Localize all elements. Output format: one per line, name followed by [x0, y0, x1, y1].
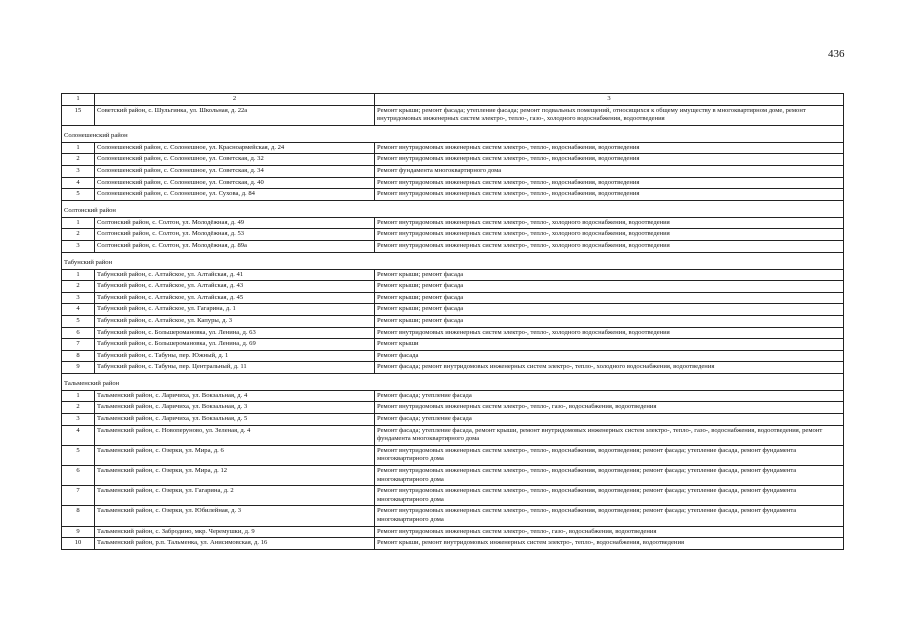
- row-address: Тальменский район, с. Ларичиха, ул. Вокзальная, д. 5: [95, 414, 375, 426]
- row-work: Ремонт внутридомовых инженерных систем электро-, тепло-, водоснабжения, водоотведения: [375, 177, 844, 189]
- row-work: Ремонт крыши: [375, 339, 844, 351]
- header-row: [62, 94, 844, 106]
- row-number: 8: [62, 350, 95, 362]
- row-work: Ремонт крыши; ремонт фасада: [375, 269, 844, 281]
- row-number: 1: [62, 269, 95, 281]
- row-address: Табунский район, с. Большеромановка, ул. Ленина, д. 63: [95, 327, 375, 339]
- table-row: [62, 402, 844, 414]
- row-work: Ремонт внутридомовых инженерных систем электро-, тепло-, холодного водоснабжения, водоотведения: [375, 229, 844, 241]
- row-number: 1: [62, 142, 95, 154]
- table-row: [62, 327, 844, 339]
- row-address: Солонешенский район, с. Солонешное, ул. Советская, д. 34: [95, 165, 375, 177]
- row-address: Тальменский район, с. Ларичиха, ул. Вокзальная, д. 3: [95, 402, 375, 414]
- row-number: 1: [62, 390, 95, 402]
- row-address: Табунский район, с. Алтайское, ул. Гагарина, д. 1: [95, 304, 375, 316]
- table-row: [62, 240, 844, 252]
- row-address: Табунский район, с. Большеромановка, ул. Ленина, д. 69: [95, 339, 375, 351]
- section-title: Тальменский район: [62, 373, 844, 390]
- row-work: Ремонт внутридомовых инженерных систем электро-, тепло-, водоснабжения, водоотведения: [375, 142, 844, 154]
- table-row: [62, 217, 844, 229]
- row-work: Ремонт крыши; ремонт фасада: [375, 304, 844, 316]
- row-number: 10: [62, 538, 95, 550]
- table-row: [62, 390, 844, 402]
- section-title: Солтонский район: [62, 200, 844, 217]
- row-number: 15: [62, 105, 95, 125]
- row-address: Табунский район, с. Табуны, пер. Южный, д. 1: [95, 350, 375, 362]
- header-col-2: 2: [95, 94, 375, 106]
- row-address: Солонешенский район, с. Солонешное, ул. Советская, д. 40: [95, 177, 375, 189]
- row-number: 2: [62, 154, 95, 166]
- table-row: [62, 165, 844, 177]
- row-work: Ремонт внутридомовых инженерных систем электро-, тепло-, водоснабжения, водоотведения; ремонт фасада; утепление фасада, ремонт фундамента многоквартирного дома: [375, 466, 844, 486]
- row-work: Ремонт фасада; утепление фасада: [375, 390, 844, 402]
- table-row: [62, 304, 844, 316]
- row-number: 3: [62, 292, 95, 304]
- section-heading-row: [62, 200, 844, 217]
- row-work: Ремонт внутридомовых инженерных систем электро-, тепло-, водоснабжения, водоотведения: [375, 154, 844, 166]
- row-number: 8: [62, 506, 95, 526]
- row-work: Ремонт внутридомовых инженерных систем электро-, тепло-, водоснабжения, водоотведения; ремонт фасада; утепление фасада, ремонт фундамента многоквартирного дома: [375, 486, 844, 506]
- section-title: Табунский район: [62, 252, 844, 269]
- row-number: 9: [62, 362, 95, 374]
- row-number: 7: [62, 486, 95, 506]
- table-row: [62, 339, 844, 351]
- table-row: [62, 315, 844, 327]
- row-number: 2: [62, 229, 95, 241]
- section-title: Солонешенский район: [62, 125, 844, 142]
- row-work: Ремонт фундамента многоквартирного дома: [375, 165, 844, 177]
- row-address: Табунский район, с. Табуны, пер. Центральный, д. 11: [95, 362, 375, 374]
- row-work: Ремонт крыши, ремонт внутридомовых инженерных систем электро-, тепло-, водоснабжения, водоотведения: [375, 538, 844, 550]
- row-address: Тальменский район, с. Новоперуново, ул. Зеленая, д. 4: [95, 425, 375, 445]
- table-row: [62, 414, 844, 426]
- row-address: Табунский район, с. Алтайское, ул. Алтайская, д. 43: [95, 281, 375, 293]
- row-address: Табунский район, с. Алтайское, ул. Алтайская, д. 41: [95, 269, 375, 281]
- table-row: [62, 269, 844, 281]
- table-row: [62, 142, 844, 154]
- row-number: 3: [62, 165, 95, 177]
- row-work: Ремонт фасада; утепление фасада: [375, 414, 844, 426]
- row-work: Ремонт крыши; ремонт фасада: [375, 281, 844, 293]
- row-address: Табунский район, с. Алтайское, ул. Алтайская, д. 45: [95, 292, 375, 304]
- page-number: 436: [828, 48, 845, 60]
- table-row: [62, 362, 844, 374]
- row-number: 7: [62, 339, 95, 351]
- table-row: [62, 425, 844, 445]
- row-address: Тальменский район, с. Озерки, ул. Мира, д. 12: [95, 466, 375, 486]
- header-col-1: 1: [62, 94, 95, 106]
- row-address: Тальменский район, р.п. Тальменка, ул. Анисимовская, д. 16: [95, 538, 375, 550]
- row-work: Ремонт внутридомовых инженерных систем электро-, тепло-, холодного водоснабжения, водоотведения: [375, 240, 844, 252]
- table-row: [62, 105, 844, 125]
- row-address: Солонешенский район, с. Солонешное, ул. Красноармейская, д. 24: [95, 142, 375, 154]
- row-number: 4: [62, 177, 95, 189]
- row-number: 2: [62, 281, 95, 293]
- table-row: [62, 350, 844, 362]
- row-work: Ремонт крыши; ремонт фасада: [375, 292, 844, 304]
- section-heading-row: [62, 373, 844, 390]
- row-work: Ремонт крыши; ремонт фасада; утепление фасада; ремонт подвальных помещений, относящихся к общему имуществу в многоквартирном доме, ремонт внутридомовых инженерных систем электро-, тепло-, газо-, холодного водоснабжения, водоотведения: [375, 105, 844, 125]
- row-number: 4: [62, 425, 95, 445]
- table-row: [62, 189, 844, 201]
- row-number: 6: [62, 327, 95, 339]
- row-address: Тальменский район, с. Забродино, мкр. Черемушки, д. 9: [95, 526, 375, 538]
- row-number: 3: [62, 414, 95, 426]
- row-address: Солтонский район, с. Солтон, ул. Молодёжная, д. 49: [95, 217, 375, 229]
- row-address: Табунский район, с. Алтайское, ул. Капуры, д. 3: [95, 315, 375, 327]
- row-work: Ремонт внутридомовых инженерных систем электро-, тепло-, водоснабжения, водоотведения; ремонт фасада; утепление фасада, ремонт фундамента многоквартирного дома: [375, 445, 844, 465]
- row-number: 5: [62, 189, 95, 201]
- row-work: Ремонт крыши; ремонт фасада: [375, 315, 844, 327]
- section-heading-row: [62, 125, 844, 142]
- table-row: [62, 281, 844, 293]
- row-number: 1: [62, 217, 95, 229]
- row-address: Тальменский район, с. Ларичиха, ул. Вокзальная, д. 4: [95, 390, 375, 402]
- table-row: [62, 445, 844, 465]
- row-work: Ремонт внутридомовых инженерных систем электро-, тепло-, газо-, водоснабжения, водоотведения: [375, 402, 844, 414]
- header-col-3: 3: [375, 94, 844, 106]
- row-work: Ремонт фасада; утепление фасада, ремонт крыши, ремонт внутридомовых инженерных систем электро-, тепло-, газо-, водоснабжения, водоотведения, ремонт фундамента многоквартирного дома: [375, 425, 844, 445]
- row-address: Советский район, с. Шульгинка, ул. Школьная, д. 22а: [95, 105, 375, 125]
- table-row: [62, 154, 844, 166]
- row-work: Ремонт фасада: [375, 350, 844, 362]
- table-row: [62, 538, 844, 550]
- row-address: Солонешенский район, с. Солонешное, ул. Сухова, д. 84: [95, 189, 375, 201]
- row-work: Ремонт внутридомовых инженерных систем электро-, тепло-, водоснабжения, водоотведения; ремонт фасада; утепление фасада, ремонт фундамента многоквартирного дома: [375, 506, 844, 526]
- section-heading-row: [62, 252, 844, 269]
- row-number: 9: [62, 526, 95, 538]
- table-row: [62, 177, 844, 189]
- table-row: [62, 526, 844, 538]
- row-number: 4: [62, 304, 95, 316]
- row-number: 5: [62, 315, 95, 327]
- row-number: 2: [62, 402, 95, 414]
- table-row: [62, 466, 844, 486]
- row-work: Ремонт внутридомовых инженерных систем электро-, тепло-, холодного водоснабжения, водоотведения: [375, 327, 844, 339]
- repair-table: [61, 93, 844, 550]
- row-number: 6: [62, 466, 95, 486]
- row-address: Тальменский район, с. Озерки, ул. Юбилейная, д. 3: [95, 506, 375, 526]
- table-row: [62, 229, 844, 241]
- row-work: Ремонт внутридомовых инженерных систем электро-, тепло-, холодного водоснабжения, водоотведения: [375, 217, 844, 229]
- row-work: Ремонт внутридомовых инженерных систем электро-, тепло-, водоснабжения, водоотведения: [375, 189, 844, 201]
- table-row: [62, 292, 844, 304]
- row-address: Солонешенский район, с. Солонешное, ул. Советская, д. 32: [95, 154, 375, 166]
- row-address: Солтонский район, с. Солтон, ул. Молодёжная, д. 89а: [95, 240, 375, 252]
- row-address: Солтонский район, с. Солтон, ул. Молодёжная, д. 53: [95, 229, 375, 241]
- row-address: Тальменский район, с. Озерки, ул. Мира, д. 6: [95, 445, 375, 465]
- table-row: [62, 506, 844, 526]
- row-number: 5: [62, 445, 95, 465]
- row-work: Ремонт фасада; ремонт внутридомовых инженерных систем электро-, тепло-, холодного водоснабжения, водоотведения: [375, 362, 844, 374]
- row-number: 3: [62, 240, 95, 252]
- table-row: [62, 486, 844, 506]
- row-address: Тальменский район, с. Озерки, ул. Гагарина, д. 2: [95, 486, 375, 506]
- row-work: Ремонт внутридомовых инженерных систем электро-, тепло-, газо-, водоснабжения, водоотведения: [375, 526, 844, 538]
